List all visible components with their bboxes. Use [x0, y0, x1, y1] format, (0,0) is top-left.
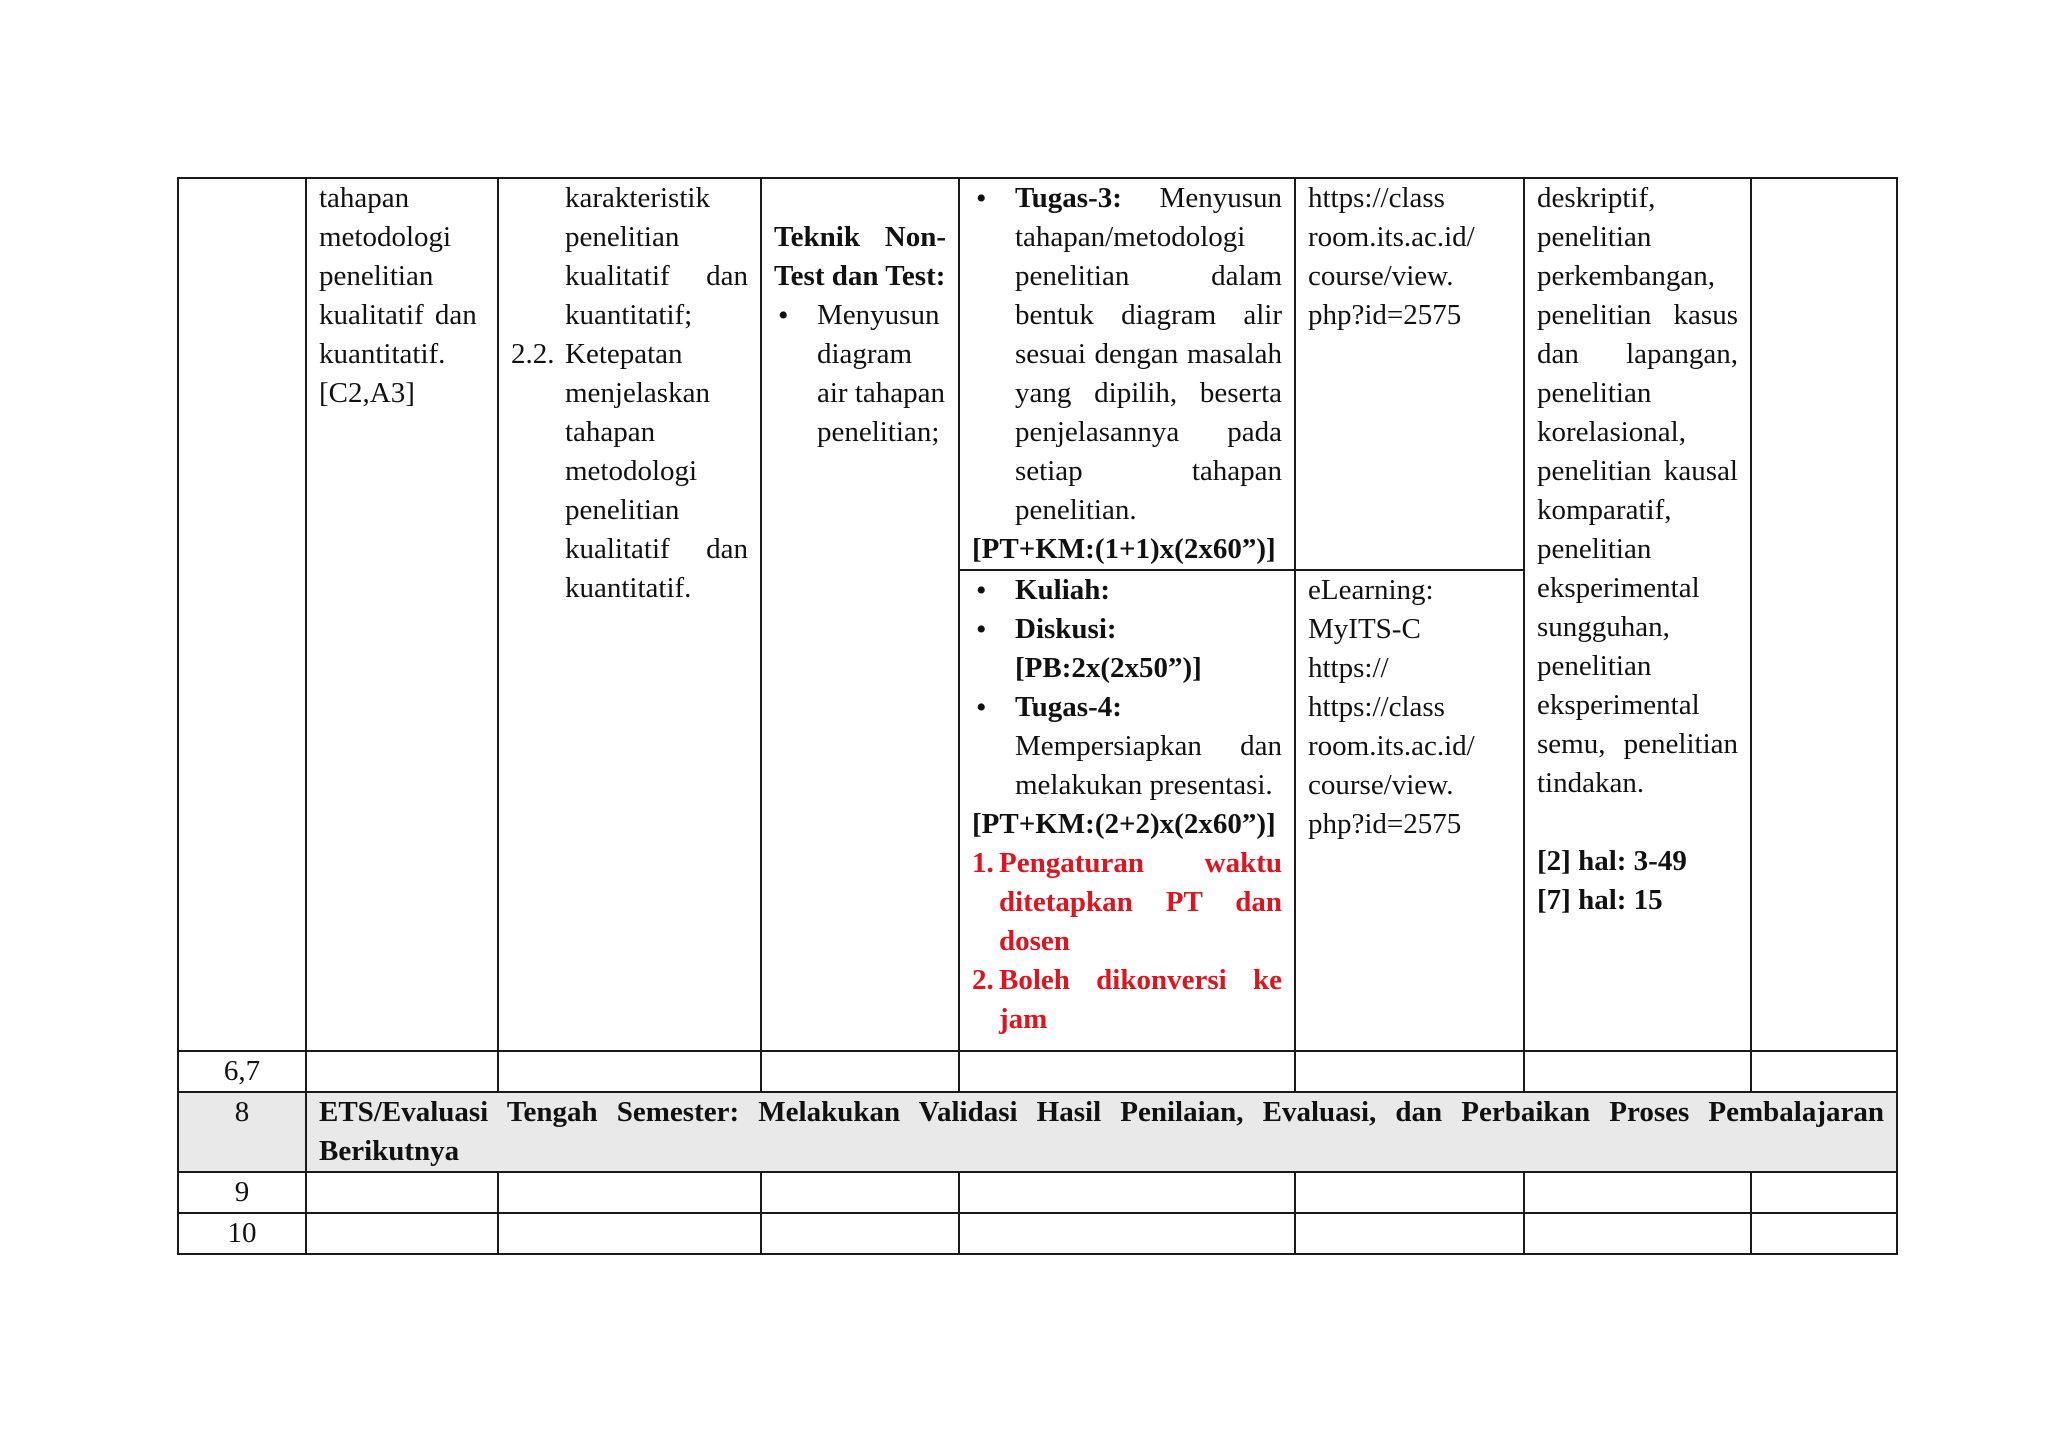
empty-cell	[959, 1172, 1295, 1213]
empty-cell	[498, 1172, 761, 1213]
sub-cpmk-line: kuantitatif.	[319, 338, 446, 370]
week-cell	[178, 178, 306, 1051]
empty-cell	[1524, 1051, 1751, 1092]
table-row-week	[178, 1172, 1897, 1213]
table-row-ets	[178, 1092, 1897, 1172]
empty-cell	[498, 1213, 761, 1254]
tugas4-text: Mempersiapkan dan melakukan presentasi.	[1015, 730, 1282, 801]
media-bottom-block	[1296, 571, 1523, 844]
materi-cell	[1524, 178, 1751, 1051]
week-number: 6,7	[178, 1051, 306, 1092]
bobot-cell	[1751, 178, 1897, 1051]
empty-cell	[761, 1172, 959, 1213]
empty-cell	[306, 1172, 498, 1213]
reference-line: [2] hal: 3-49	[1537, 845, 1687, 877]
kriteria-heading: Teknik Non-Test dan Test:	[774, 221, 946, 292]
activity-tugas3	[972, 179, 1282, 530]
empty-cell	[1295, 1172, 1524, 1213]
tugas4-label: • Tugas-4:	[1015, 691, 1122, 723]
kuliah-label: Kuliah:	[1015, 574, 1111, 606]
indikator-text: Ketepatan menjelaskan tahapan metodologi penelitian kualitatif dan kuantitatif.	[565, 338, 748, 604]
note-text: Boleh dikonversi ke jam	[999, 964, 1282, 1035]
media-link-line[interactable]: https://class	[1308, 691, 1445, 723]
activity-tugas4	[972, 688, 1282, 805]
sub-cpmk-line: penelitian	[319, 260, 434, 292]
table-row-week	[178, 1051, 1897, 1092]
empty-cell	[306, 1213, 498, 1254]
media-line: MyITS-C	[1308, 613, 1421, 645]
empty-cell	[761, 1213, 959, 1254]
materi-text: deskriptif, penelitian perkembangan, penelitian kasus dan lapangan, penelitian korelasional, penelitian kausal komparatif, penelitian eksperimental sungguhan, penelitian eksperimental semu, penelitian tindakan.	[1537, 182, 1738, 799]
ets-description: ETS/Evaluasi Tengah Semester: Melakukan Validasi Hasil Penilaian, Evaluasi, dan Perbaikan Proses Pembalajaran Berikutnya	[306, 1092, 1897, 1172]
media-link-line[interactable]: php?id=2575	[1308, 299, 1462, 331]
empty-cell	[761, 1051, 959, 1092]
media-link-line[interactable]: course/view.	[1308, 769, 1454, 801]
tugas3-text: Menyusun tahapan/metodologi penelitian dalam bentuk diagram alir sesuai dengan masalah yang dipilih, beserta penjelasannya pada setiap tahapan penelitian.	[1015, 182, 1282, 526]
learning-activity-cell	[959, 178, 1295, 1051]
media-cell	[1295, 178, 1524, 1051]
week-number: 10	[178, 1213, 306, 1254]
empty-cell	[306, 1051, 498, 1092]
indikator-item-continued: karakteristik penelitian kualitatif dan kuantitatif;	[565, 182, 748, 331]
sub-cpmk-line: tahapan	[319, 182, 410, 214]
activity-kuliah	[972, 571, 1282, 610]
table-row-week	[178, 1213, 1897, 1254]
empty-cell	[1295, 1051, 1524, 1092]
note-text: Pengaturan waktu ditetapkan PT dan dosen	[999, 847, 1282, 957]
media-link-line[interactable]: room.its.ac.id/	[1308, 730, 1475, 762]
media-link-line[interactable]: https://class	[1308, 182, 1445, 214]
empty-cell	[1751, 1172, 1897, 1213]
note-item	[972, 961, 1282, 1039]
empty-cell	[959, 1213, 1295, 1254]
media-top-block	[1296, 179, 1523, 571]
sub-cpmk-line: [C2,A3]	[319, 377, 415, 409]
media-link-line[interactable]: php?id=2575	[1308, 808, 1462, 840]
empty-cell	[1524, 1172, 1751, 1213]
note-number: 2.	[972, 964, 994, 996]
kriteria-cell	[761, 178, 959, 1051]
media-link-line[interactable]: https://	[1308, 652, 1389, 684]
pb-time: [PB:2x(2x50”)]	[1015, 652, 1202, 684]
indikator-item	[511, 335, 748, 608]
kriteria-bullet	[774, 296, 946, 452]
week-number: 9	[178, 1172, 306, 1213]
note-item	[972, 844, 1282, 961]
activity-time: [PT+KM:(2+2)x(2x60”)]	[972, 808, 1276, 840]
indikator-cell	[498, 178, 761, 1051]
sub-cpmk-cell	[306, 178, 498, 1051]
empty-cell	[1524, 1213, 1751, 1254]
note-number: 1.	[972, 847, 994, 879]
empty-cell	[959, 1051, 1295, 1092]
reference-line: [7] hal: 15	[1537, 884, 1663, 916]
empty-cell	[1751, 1213, 1897, 1254]
activity-diskusi	[972, 610, 1282, 688]
week-number: 8	[178, 1092, 306, 1172]
empty-cell	[1751, 1051, 1897, 1092]
media-link-line[interactable]: course/view.	[1308, 260, 1454, 292]
activity-time: [PT+KM:(1+1)x(2x60”)]	[972, 533, 1276, 565]
activity-top-block	[960, 179, 1294, 571]
empty-cell	[1295, 1213, 1524, 1254]
sub-cpmk-line: metodologi	[319, 221, 452, 253]
indikator-number: 2.2.	[511, 338, 555, 370]
activity-bottom-block	[960, 571, 1294, 1039]
table-row-main	[178, 178, 1897, 1051]
kriteria-bullet-text: Menyusun diagram air tahapan penelitian;	[817, 299, 946, 448]
empty-cell	[498, 1051, 761, 1092]
tugas3-label: Tugas-3:	[1015, 182, 1122, 214]
diskusi-label: • Diskusi:	[1015, 613, 1117, 645]
media-link-line[interactable]: room.its.ac.id/	[1308, 221, 1475, 253]
media-line: eLearning:	[1308, 574, 1434, 606]
rps-table	[177, 177, 1898, 1255]
sub-cpmk-line: kualitatif dan	[319, 299, 477, 331]
